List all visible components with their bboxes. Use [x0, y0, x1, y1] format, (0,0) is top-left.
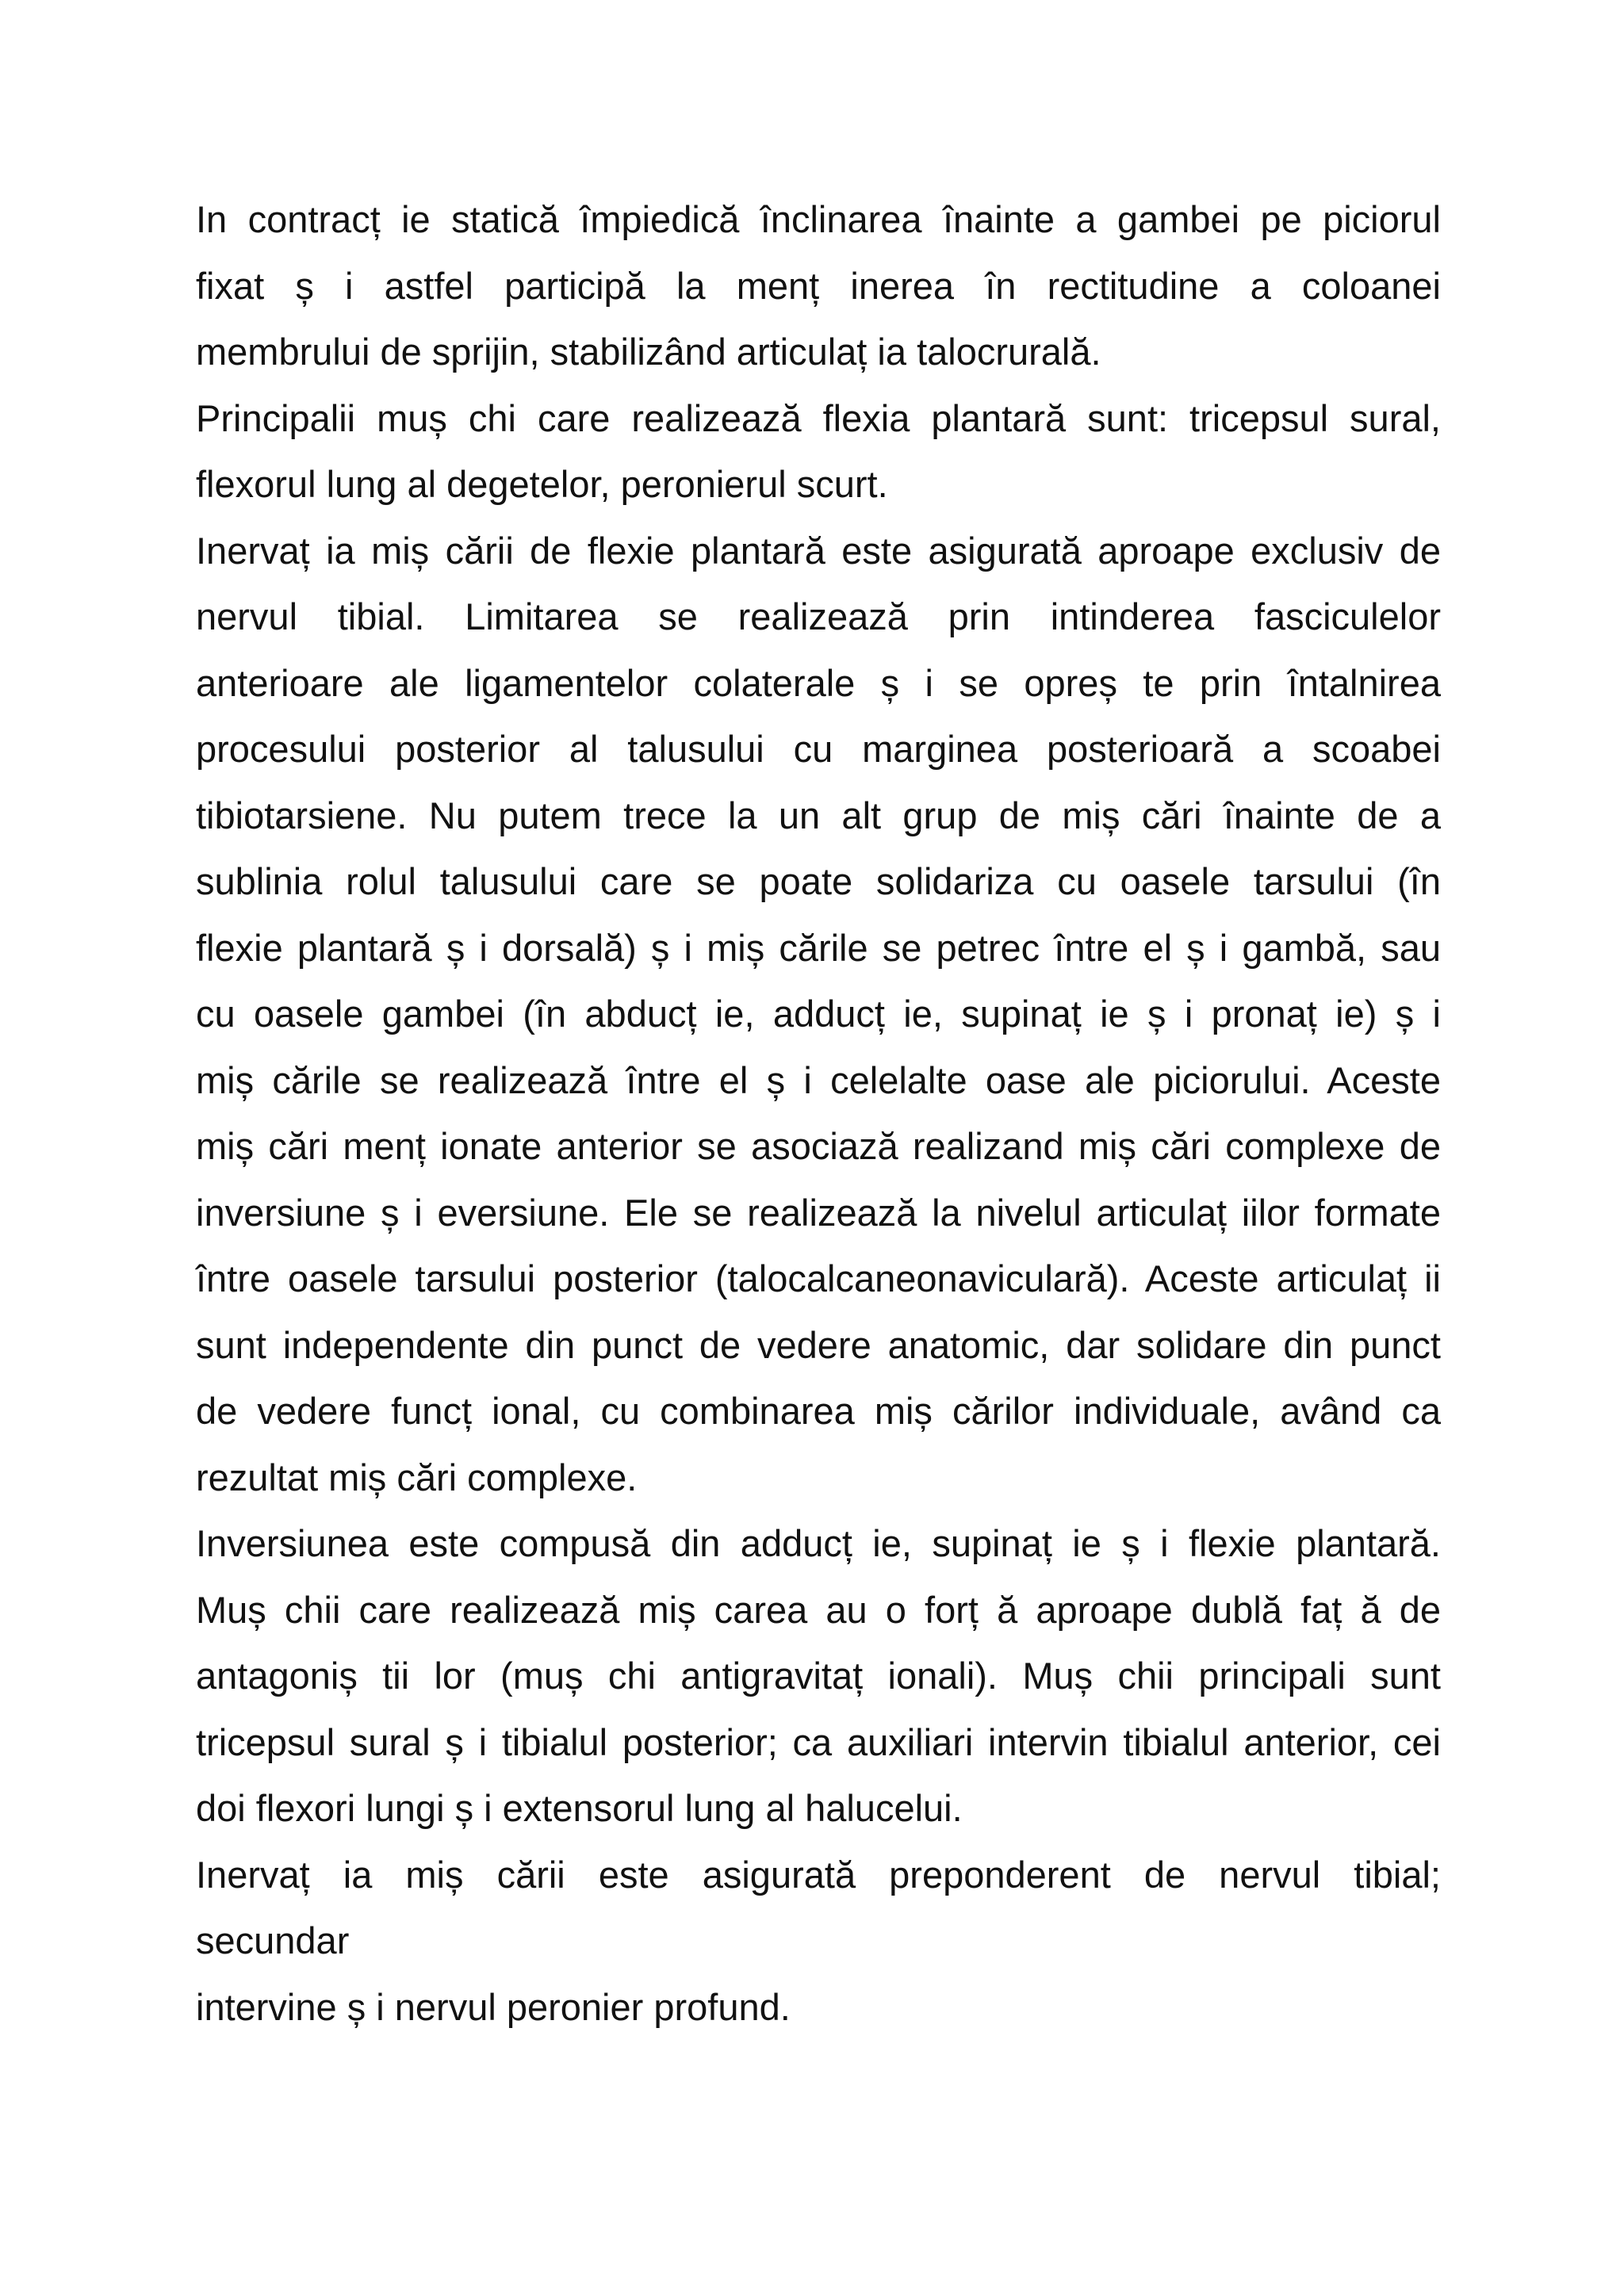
text-line: Muș chii care realizează miș carea au o forț ă aproape dublă faț ă de	[196, 1588, 1441, 1631]
text-line: tricepsul sural ș i tibialul posterior; ca auxiliari intervin tibialul anterior, cei	[196, 1720, 1441, 1763]
text-line: sublinia rolul talusului care se poate solidariza cu oasele tarsului (în	[196, 860, 1441, 902]
text-line: Inervaț ia miș cării de flexie plantară este asigurată aproape exclusiv de	[196, 529, 1441, 572]
text-line: cu oasele gambei (în abducț ie, adducț ie, supinaț ie ș i pronaț ie) ș i	[196, 993, 1441, 1035]
text-line: miș cările se realizează între el ș i celelalte oase ale piciorului. Aceste	[196, 1058, 1441, 1101]
text-line: flexorul lung al degetelor, peronierul scurt.	[196, 463, 888, 505]
text-line: Inversiunea este compusă din adducț ie, supinaț ie ș i flexie plantară.	[196, 1522, 1441, 1564]
text-line: miș cări menț ionate anterior se asociază realizand miș cări complexe de	[196, 1125, 1441, 1167]
text-line: intervine ș i nervul peronier profund.	[196, 1985, 791, 2028]
body-text	[196, 186, 1441, 2040]
text-line: inversiune ș i eversiune. Ele se realizează la nivelul articulaț iilor formate	[196, 1191, 1441, 1234]
text-line: secundar	[196, 1919, 350, 1961]
text-line: membrului de sprijin, stabilizând articulaț ia talocrurală.	[196, 331, 1101, 373]
text-line: Principalii muș chi care realizează flexia plantară sunt: tricepsul sural,	[196, 396, 1441, 439]
text-line: Inervaț ia miș cării este asigurată preponderent de nervul tibial;	[196, 1853, 1441, 1896]
text-line: flexie plantară ș i dorsală) ș i miș cările se petrec între el ș i gambă, sau	[196, 926, 1441, 969]
text-line: anterioare ale ligamentelor colaterale ș i se opreș te prin întalnirea	[196, 661, 1441, 704]
text-line: fixat ș i astfel participă la menț inerea în rectitudine a coloanei	[196, 264, 1441, 307]
text-line: rezultat miș cări complexe.	[196, 1456, 638, 1498]
text-line: doi flexori lungi ș i extensorul lung al halucelui.	[196, 1787, 963, 1829]
text-line: de vedere funcț ional, cu combinarea miș cărilor individuale, având ca	[196, 1390, 1441, 1432]
text-line: între oasele tarsului posterior (talocalcaneonaviculară). Aceste articulaț ii	[196, 1257, 1441, 1299]
text-line: sunt independente din punct de vedere anatomic, dar solidare din punct	[196, 1323, 1441, 1366]
text-line: procesului posterior al talusului cu marginea posterioară a scoabei	[196, 728, 1441, 770]
text-line: In contracț ie statică împiedică înclinarea înainte a gambei pe piciorul	[196, 198, 1441, 240]
text-line: nervul tibial. Limitarea se realizează prin intinderea fasciculelor	[196, 595, 1441, 637]
text-line: antagoniș tii lor (muș chi antigravitaț ionali). Muș chii principali sunt	[196, 1655, 1441, 1697]
text-line: tibiotarsiene. Nu putem trece la un alt grup de miș cări înainte de a	[196, 794, 1441, 836]
